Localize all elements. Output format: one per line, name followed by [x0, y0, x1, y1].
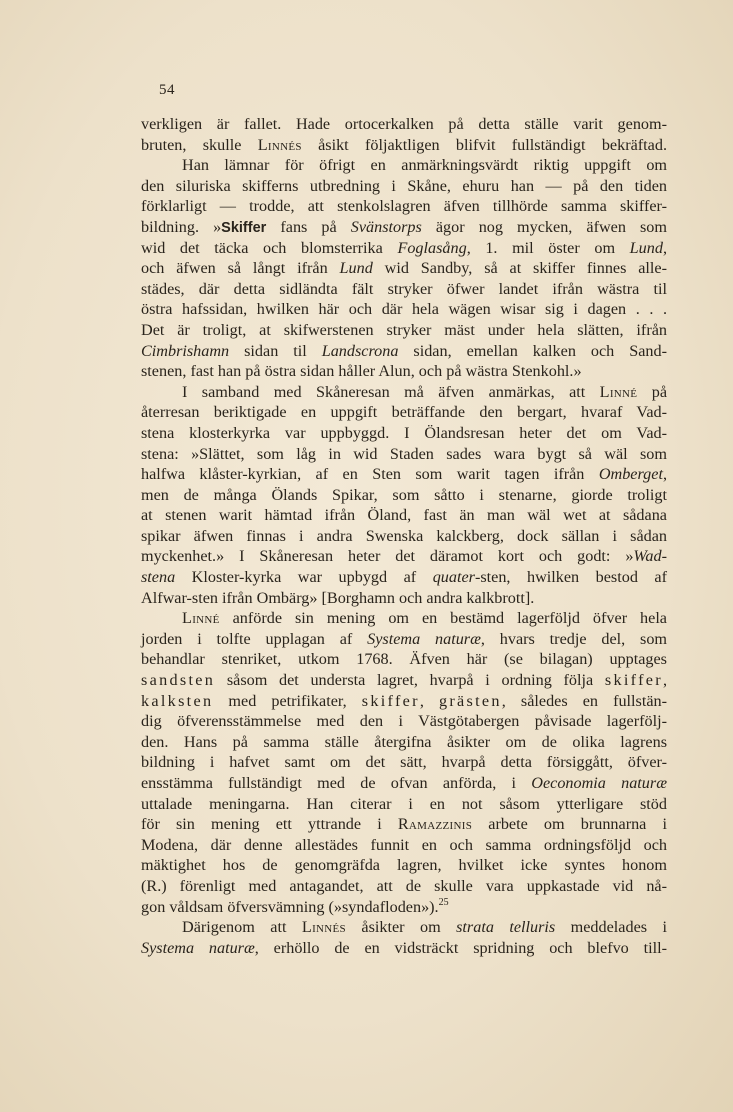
- text-segment: myckenhet.» I Skåneresan heter det däramot kort och godt: »: [141, 547, 634, 566]
- text-segment: men de många Ölands Spikar, som såtto i stenarne, giorde troligt: [141, 485, 667, 504]
- text-segment: städes, där detta sidländta fält stryker öfwer landet ifrån wästra til: [141, 279, 667, 298]
- small-caps-name: Linnés: [301, 918, 346, 937]
- text-line: [141, 752, 667, 773]
- text-line: [141, 608, 667, 629]
- text-segment: anförde sin mening om en bestämd lagerföljd öfver hela: [219, 609, 667, 628]
- text-line: [141, 279, 667, 300]
- text-segment: halfwa klåster-kyrkian, af en Sten som warit tagen ifrån: [141, 465, 599, 484]
- text-segment: , således en fullstän-: [501, 691, 668, 710]
- text-segment: arbete om brunnarna i: [472, 815, 667, 834]
- text-segment: jorden i tolfte upplagan af: [141, 629, 368, 648]
- text-line: [141, 546, 667, 567]
- text-line: [141, 835, 667, 856]
- text-segment: stena: »Slättet, som låg in wid Staden sades wara bygt så wäl som: [141, 444, 667, 463]
- text-segment: mäktighet hos de genomgräfda lagren, hvilket icke syntes honom: [141, 856, 667, 875]
- spaced-term: kalksten: [141, 691, 214, 710]
- text-segment: för sin mening ett yttrande i: [141, 815, 398, 834]
- page-number: 54: [159, 82, 175, 98]
- text-segment: , 1. mil öster om: [466, 238, 630, 257]
- small-caps-name: Linné: [599, 382, 638, 401]
- text-segment: Modena, där denne allestädes funnit en och samma ordningsföljd och: [141, 835, 667, 854]
- text-segment: spikar äfwen finnas i andra Swenska kalckberg, dock sällan i sådan: [141, 526, 667, 545]
- text-segment: återresan beriktigade en uppgift beträffande den bergart, hvaraf Vad-: [141, 403, 667, 422]
- text-segment: ,: [419, 691, 439, 710]
- text-segment: såsom det understa lagret, hvarpå i ordning följa: [215, 671, 605, 690]
- text-line: [141, 299, 667, 320]
- text-segment: at stenen warit hämtad ifrån Öland, fast än man wäl wet at sådana: [141, 506, 667, 525]
- footnote-ref: 25: [438, 896, 449, 908]
- text-segment: wid Sandby, så at skiffer finnes alle-: [372, 259, 667, 278]
- small-caps-name: Linnés: [257, 135, 302, 154]
- text-segment: , erhöllo de en vidsträckt spridning och blefvo till-: [254, 938, 667, 957]
- text-line: [141, 382, 667, 403]
- text-segment: I samband med Skåneresan må äfven anmärkas, att: [182, 382, 600, 401]
- small-caps-name: Ramazzinis: [397, 815, 473, 834]
- text-segment: ensstämma fullständigt med de ofvan anförda, i: [141, 774, 532, 792]
- italic-text: Omberget: [598, 465, 663, 484]
- text-segment: fans på: [266, 217, 351, 236]
- italic-text: quater: [432, 568, 475, 587]
- text-line: [141, 855, 667, 876]
- spaced-term: grästen: [438, 691, 502, 710]
- text-line: [141, 155, 667, 176]
- text-segment: åsikter om: [345, 918, 457, 937]
- italic-text: Wad-: [633, 547, 667, 566]
- italic-text: stena: [141, 568, 176, 587]
- text-line: [141, 320, 667, 341]
- bold-text: Skiffer: [221, 219, 267, 236]
- text-segment: (R.) förenligt med antagandet, att de skulle vara uppkastade vid nå-: [141, 876, 667, 895]
- text-segment: uttalade meningarna. Han citerar i en not såsom ytterligare stöd: [141, 794, 667, 813]
- text-line: [141, 938, 667, 959]
- text-segment: ,: [662, 238, 667, 257]
- italic-text: Lund: [339, 259, 373, 278]
- text-segment: dig öfverensstämmelse med den i Västgötabergen påvisade lagerfölj-: [141, 712, 667, 731]
- text-segment: , hvars tredje del, som: [480, 629, 668, 648]
- text-line: [141, 691, 667, 712]
- text-line: [141, 670, 667, 691]
- text-segment: behandlar stenriket, utkom 1768. Äfven här (se bilagan) upptages: [141, 650, 667, 669]
- text-line: [141, 732, 667, 753]
- text-segment: bildning. »: [141, 217, 222, 236]
- text-segment: meddelades i: [555, 918, 668, 937]
- text-segment: Kloster-kyrka war upbygd af: [175, 568, 433, 587]
- text-segment: ,: [662, 671, 667, 690]
- text-line: [141, 505, 667, 526]
- text-segment: stenen, fast han på östra sidan håller Alun, och på wästra Stenkohl.»: [141, 362, 582, 381]
- text-line: [141, 629, 667, 650]
- text-segment: förklarligt — trodde, att stenkolslagren äfven tillhörde samma skiffer-: [141, 197, 667, 216]
- text-line: [141, 485, 667, 506]
- text-line: [141, 258, 667, 279]
- text-segment: ,: [662, 465, 667, 484]
- text-segment: verkligen är fallet. Hade ortocerkalken på detta ställe varit genom-: [141, 115, 667, 133]
- text-segment: Han lämnar för öfrigt en anmärkningsvärdt riktig uppgift om: [182, 156, 667, 175]
- text-segment: Därigenom att: [182, 918, 302, 937]
- text-segment: Det är troligt, at skifwerstenen stryker mäst under hela slätten, ifrån: [141, 320, 667, 339]
- text-line: [141, 464, 667, 485]
- small-caps-name: Linné: [182, 609, 220, 628]
- text-segment: bildning i hafvet samt om det sätt, hvarpå detta försiggått, öfver-: [141, 753, 667, 772]
- text-line: [141, 402, 667, 423]
- text-line: [141, 196, 667, 217]
- italic-text: strata telluris: [456, 918, 556, 937]
- text-line: [141, 526, 667, 547]
- text-line: [141, 588, 667, 609]
- italic-text: Svänstorps: [350, 217, 422, 236]
- text-line: [141, 176, 667, 197]
- text-line: [141, 711, 667, 732]
- text-line: [141, 917, 667, 938]
- spaced-term: skiffer: [361, 691, 420, 710]
- spaced-term: skiffer: [604, 671, 663, 690]
- text-line: [141, 341, 667, 362]
- text-segment: den. Hans på samma ställe återgifna åsikter om de olika lagrens: [141, 732, 667, 751]
- text-segment: Alfwar-sten ifrån Ombärg» [Borghamn och andra kalkbrott].: [141, 588, 535, 607]
- italic-text: Systema naturæ: [141, 938, 255, 957]
- text-line: [141, 567, 667, 588]
- text-line: [141, 114, 667, 135]
- spaced-term: sandsten: [141, 671, 216, 690]
- italic-text: Landscrona: [321, 341, 399, 360]
- italic-text: Foglasång: [397, 238, 467, 257]
- text-line: [141, 814, 667, 835]
- text-line: [141, 897, 667, 918]
- text-segment: sidan til: [229, 341, 322, 360]
- text-line: [141, 135, 667, 156]
- text-segment: åsikt följaktligen blifvit fullständigt bekräftad.: [301, 135, 667, 154]
- text-segment: stena klosterkyrka var uppbyggd. I Ölandsresan heter det om Vad-: [141, 423, 667, 442]
- text-line: [141, 794, 667, 815]
- text-line: [141, 876, 667, 897]
- text-segment: den siluriska skifferns utbredning i Skåne, ehuru han — på den tiden: [141, 176, 667, 195]
- text-line: [141, 238, 667, 259]
- text-line: [141, 444, 667, 465]
- text-line: [141, 217, 667, 238]
- text-line: [141, 649, 667, 670]
- text-segment: på: [637, 382, 668, 401]
- italic-text: Systema naturæ: [367, 629, 481, 648]
- text-segment: och äfwen så långt ifrån: [141, 259, 340, 278]
- body-text: [141, 114, 667, 958]
- text-segment: ägor nog mycken, äfwen som: [421, 217, 667, 236]
- italic-text: Cimbrishamn: [141, 341, 230, 360]
- text-line: [141, 361, 667, 382]
- italic-text: Lund: [629, 238, 663, 257]
- text-segment: östra hafssidan, hwilken här och där hela wägen wisar sig i dagen . . .: [141, 300, 667, 319]
- text-line: [141, 773, 667, 794]
- text-segment: bruten, skulle: [141, 135, 258, 154]
- text-line: [141, 423, 667, 444]
- text-segment: -sten, hwilken bestod af: [474, 568, 667, 587]
- text-segment: gon våldsam öfversvämning (»syndafloden»).: [141, 897, 439, 916]
- text-segment: sidan, emellan kalken och Sand-: [398, 341, 667, 360]
- italic-text: Oeconomia naturæ: [531, 774, 667, 792]
- text-segment: wid det täcka och blomsterrika: [141, 238, 398, 257]
- text-segment: med petrifikater,: [213, 691, 362, 710]
